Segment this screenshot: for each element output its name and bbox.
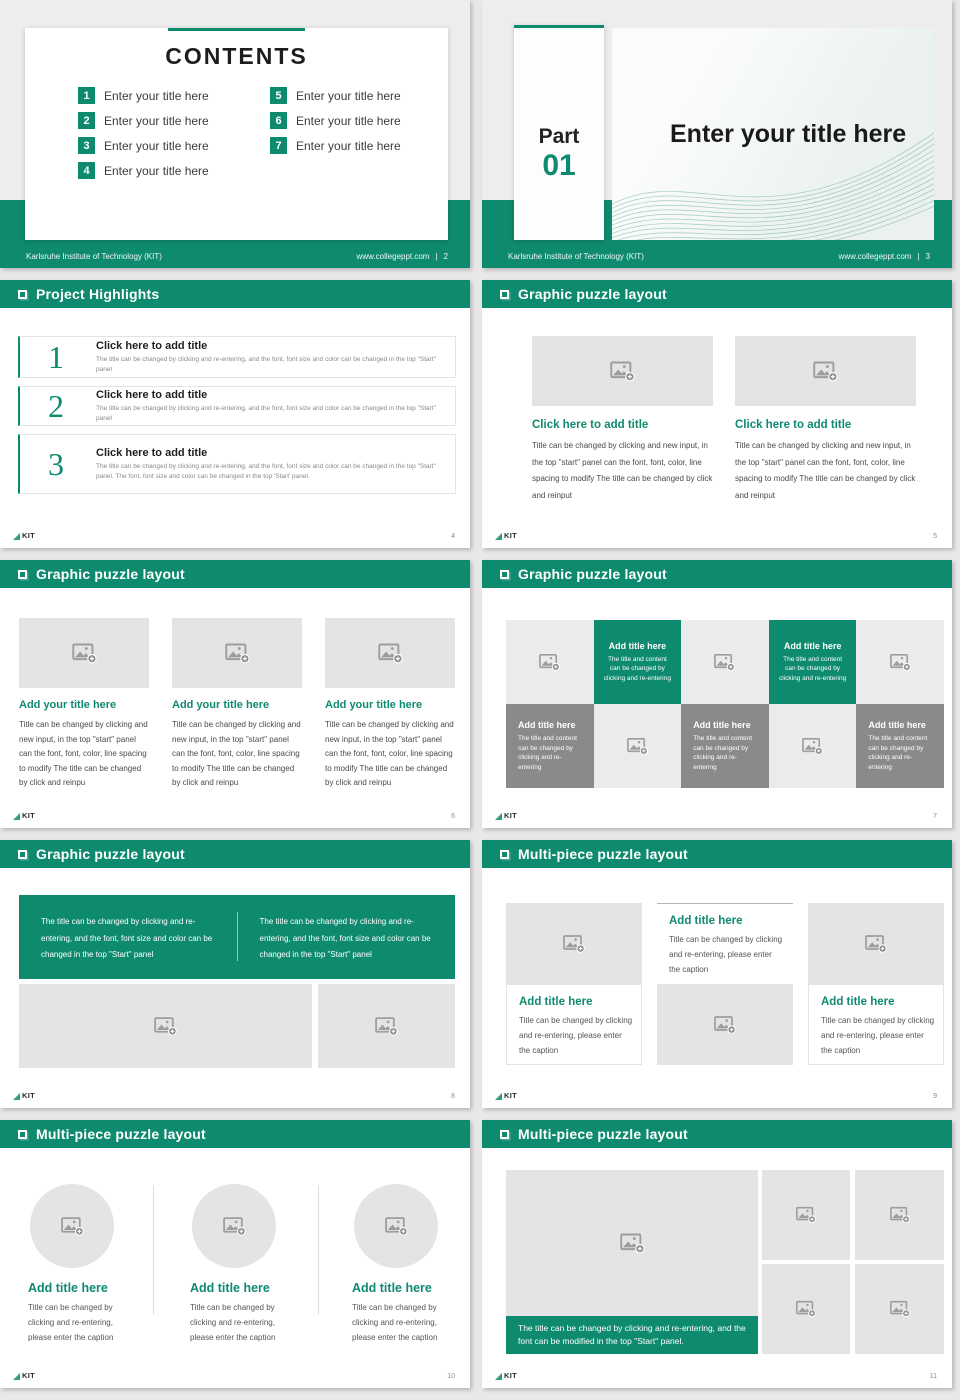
image-placeholder-icon — [626, 735, 649, 758]
checkbox-icon — [500, 1130, 509, 1139]
image-placeholder[interactable] — [769, 704, 857, 788]
highlight-title[interactable]: Click here to add title — [96, 339, 208, 352]
checkbox-icon — [500, 850, 509, 859]
image-placeholder-large[interactable] — [506, 1170, 758, 1316]
slide-header — [482, 560, 952, 588]
page-number: 7 — [933, 813, 937, 820]
contents-columns — [78, 87, 448, 179]
item-body: Title can be changed by clicking and new input, in the top "start" panel can the font, font, color, line spacing to modify The title can be changed by click and reinpu — [19, 720, 148, 787]
checkbox-icon — [500, 290, 509, 299]
image-placeholder-icon — [801, 735, 824, 758]
kit-logo-mark — [13, 813, 20, 820]
footer-org: Karlsruhe Institute of Technology (KIT) — [26, 252, 162, 261]
contents-item-number: 6 — [270, 112, 287, 129]
contents-item[interactable] — [270, 112, 420, 129]
item-caption: Title can be changed by clicking and re-entering, please enter the caption — [669, 935, 783, 974]
tile-body: The title and content can be changed by clicking and re-entering — [693, 735, 753, 771]
image-placeholder-icon — [71, 640, 98, 667]
accent-line — [514, 25, 604, 28]
image-placeholder-icon — [795, 1204, 817, 1226]
contents-column-left — [78, 87, 228, 179]
item-caption: Title can be changed by clicking and re-entering, please enter the caption — [28, 1303, 114, 1342]
kit-logo-text: KIT — [504, 1091, 517, 1100]
image-placeholder-icon — [812, 358, 839, 385]
tile-title: Add title here — [783, 640, 842, 651]
accent-line — [168, 28, 305, 31]
contents-item-label: Enter your title here — [104, 163, 209, 178]
kit-logo-mark — [495, 1373, 502, 1380]
contents-item[interactable] — [78, 162, 228, 179]
puzzle-grid — [506, 620, 944, 788]
slide-part-divider — [482, 0, 952, 268]
tile-title: Add title here — [608, 640, 667, 651]
caption-block — [808, 984, 944, 1065]
contents-item[interactable] — [78, 112, 228, 129]
image-placeholder[interactable] — [506, 903, 642, 984]
image-placeholder[interactable] — [735, 336, 916, 406]
grid-text-tile[interactable] — [856, 704, 944, 788]
image-placeholder[interactable] — [856, 620, 944, 704]
slide-footer — [508, 252, 930, 261]
kit-logo-mark — [13, 1373, 20, 1380]
multipiece-column — [657, 903, 793, 1065]
slide-contents — [0, 0, 470, 268]
contents-item-number: 5 — [270, 87, 287, 104]
puzzle-item — [19, 618, 149, 791]
item-title[interactable]: Add your title here — [19, 699, 117, 711]
slide-header — [0, 840, 470, 868]
contents-item[interactable] — [270, 87, 420, 104]
image-placeholder-circle[interactable] — [30, 1184, 114, 1268]
item-title[interactable]: Add title here — [821, 996, 895, 1008]
slide-header — [0, 560, 470, 588]
item-title[interactable]: Click here to add title — [735, 419, 852, 431]
image-placeholder[interactable] — [855, 1264, 944, 1354]
circle-column — [190, 1184, 290, 1345]
page-number: 10 — [447, 1373, 455, 1380]
highlight-row — [18, 386, 456, 426]
footer-site: www.collegeppt.com — [356, 252, 430, 261]
image-placeholder[interactable] — [657, 984, 793, 1065]
slide-header — [482, 840, 952, 868]
slide-header-title: Project Highlights — [36, 286, 160, 302]
slide-header — [482, 1120, 952, 1148]
contents-item[interactable] — [78, 137, 228, 154]
footer-divider: | — [917, 252, 920, 261]
kit-logo-text: KIT — [504, 531, 517, 540]
item-title[interactable]: Add title here — [519, 996, 593, 1008]
contents-item-number: 4 — [78, 162, 95, 179]
item-body: Title can be changed by clicking and new input, in the top "start" panel can the font, font, color, line spacing to modify The title can be changed by click and reinput — [532, 441, 713, 500]
checkbox-icon — [18, 1130, 27, 1139]
slide-footer — [26, 252, 448, 261]
tile-title: Add title here — [693, 720, 751, 730]
page-number: 6 — [451, 813, 455, 820]
kit-logo-text: KIT — [22, 531, 35, 540]
kit-logo-text: KIT — [22, 1371, 35, 1380]
image-placeholder[interactable] — [594, 704, 682, 788]
grid-text-tile[interactable] — [769, 620, 857, 704]
image-placeholder-icon — [384, 1214, 409, 1239]
item-body: Title can be changed by clicking and new input, in the top "start" panel can the font, font, color, line spacing to modify The title can be changed by click and reinpu — [325, 720, 454, 787]
image-placeholder-icon — [562, 932, 586, 956]
image-placeholder-circle[interactable] — [354, 1184, 438, 1268]
item-title[interactable]: Add title here — [352, 1281, 432, 1295]
kit-logo — [495, 1091, 517, 1100]
image-caption-bar[interactable]: The title can be changed by clicking and re-entering, and the font can be modified in the top "Start" panel. — [506, 1316, 758, 1354]
column-divider — [318, 1185, 319, 1315]
highlight-body: The title can be changed by clicking and re-entering, and the font, font size and color can be changed in the top "Start" panel — [96, 355, 436, 373]
page-number: 8 — [451, 1093, 455, 1100]
contents-title: CONTENTS — [165, 43, 308, 69]
slide-multipiece-mosaic — [482, 1120, 952, 1388]
contents-item-number: 1 — [78, 87, 95, 104]
kit-logo-mark — [495, 533, 502, 540]
image-placeholder[interactable] — [19, 984, 312, 1068]
image-placeholder[interactable] — [762, 1170, 850, 1260]
puzzle-item — [172, 618, 302, 791]
highlight-number: 3 — [48, 445, 64, 482]
checkbox-icon — [18, 570, 27, 579]
image-placeholder-icon — [889, 1298, 911, 1320]
kit-logo — [13, 1091, 35, 1100]
tile-body: The title and content can be changed by clicking and re-entering — [778, 655, 847, 682]
image-placeholder-icon — [889, 651, 912, 674]
banner-text-right: The title can be changed by clicking and re-entering, and the font, font size and color can be changed in the top "Start" panel — [259, 917, 431, 959]
contents-item-label: Enter your title here — [296, 113, 401, 128]
highlight-title[interactable]: Click here to add title — [96, 446, 208, 459]
highlight-body: The title can be changed by clicking and re-entering, and the font, font size and color can be changed in the top "Start" panel — [96, 404, 436, 422]
image-placeholder[interactable] — [855, 1170, 944, 1260]
tile-body: The title and content can be changed by clicking and re-entering — [868, 735, 928, 771]
highlight-row — [18, 336, 456, 378]
item-title[interactable]: Add title here — [669, 915, 743, 927]
slide-header — [0, 1120, 470, 1148]
kit-logo-text: KIT — [504, 1371, 517, 1380]
image-placeholder-icon — [609, 358, 636, 385]
page-number: 4 — [451, 533, 455, 540]
tile-body: The title and content can be changed by clicking and re-entering — [518, 735, 577, 771]
contents-item-number: 3 — [78, 137, 95, 154]
slide-header — [0, 280, 470, 308]
image-placeholder-icon — [619, 1230, 646, 1257]
page-number: 11 — [929, 1373, 937, 1380]
item-title[interactable]: Click here to add title — [532, 419, 649, 431]
page-number: 5 — [933, 533, 937, 540]
part-card — [514, 25, 604, 240]
section-image-panel — [612, 28, 934, 240]
item-caption: Title can be changed by clicking and re-entering, please enter the caption — [352, 1303, 438, 1342]
image-placeholder[interactable] — [762, 1264, 850, 1354]
caption-block — [657, 903, 793, 984]
circle-column — [28, 1184, 128, 1345]
contents-item-number: 7 — [270, 137, 287, 154]
kit-logo — [495, 1371, 517, 1380]
kit-logo — [13, 811, 35, 820]
checkbox-icon — [18, 290, 27, 299]
caption-block — [506, 984, 642, 1065]
slide-header-title: Graphic puzzle layout — [36, 566, 185, 582]
grid-text-tile[interactable] — [506, 704, 594, 788]
contents-item-label: Enter your title here — [104, 138, 209, 153]
highlight-number: 1 — [48, 338, 64, 375]
highlight-body: The title can be changed by clicking and re-entering, and the font, font size and color can be changed in the top "Start" panel. The font, font size and color can be changed in the top 'Start' panel. — [96, 462, 436, 480]
footer-page-number: 3 — [925, 252, 930, 261]
slide-header-title: Graphic puzzle layout — [36, 846, 185, 862]
image-placeholder-icon — [377, 640, 404, 667]
puzzle-item — [532, 336, 713, 504]
column-divider — [153, 1185, 154, 1315]
slide-header-title: Multi-piece puzzle layout — [36, 1126, 206, 1142]
image-placeholder-icon — [795, 1298, 817, 1320]
image-placeholder-icon — [222, 1214, 247, 1239]
contents-item[interactable] — [78, 87, 228, 104]
slide-multipiece-3col — [482, 840, 952, 1108]
footer-divider: | — [435, 252, 438, 261]
kit-logo — [13, 531, 35, 540]
item-title[interactable]: Add title here — [28, 1281, 108, 1295]
section-title[interactable]: Enter your title here — [670, 120, 907, 148]
image-placeholder[interactable] — [808, 903, 944, 984]
item-body: Title can be changed by clicking and new input, in the top "start" panel can the font, font, color, line spacing to modify The title can be changed by click and reinput — [735, 441, 916, 500]
image-placeholder[interactable] — [681, 620, 769, 704]
checkbox-icon — [500, 570, 509, 579]
image-placeholder-icon — [224, 640, 251, 667]
kit-logo-text: KIT — [22, 1091, 35, 1100]
slide-header-title: Multi-piece puzzle layout — [518, 1126, 688, 1142]
item-title[interactable]: Add your title here — [325, 699, 423, 711]
image-placeholder[interactable] — [19, 618, 149, 688]
image-placeholder[interactable] — [172, 618, 302, 688]
slide-header-title: Multi-piece puzzle layout — [518, 846, 688, 862]
contents-card — [25, 28, 448, 240]
item-body: Title can be changed by clicking and new input, in the top "start" panel can the font, font, color, line spacing to modify The title can be changed by click and reinpu — [172, 720, 301, 787]
tile-body: The title and content can be changed by clicking and re-entering — [603, 655, 671, 682]
kit-logo — [495, 811, 517, 820]
kit-logo — [495, 531, 517, 540]
kit-logo-text: KIT — [504, 811, 517, 820]
slide-grid-puzzle — [482, 560, 952, 828]
slide-banner-puzzle — [0, 840, 470, 1108]
image-placeholder-icon — [60, 1214, 85, 1239]
item-title[interactable]: Add your title here — [172, 699, 270, 711]
contents-item-number: 2 — [78, 112, 95, 129]
kit-logo — [13, 1371, 35, 1380]
image-placeholder[interactable] — [318, 984, 455, 1068]
contents-item-label: Enter your title here — [104, 88, 209, 103]
multipiece-column — [808, 903, 944, 1065]
footer-page-number: 2 — [443, 252, 448, 261]
slide-graphic-puzzle-3col — [0, 560, 470, 828]
tile-title: Add title here — [868, 720, 926, 730]
multipiece-column — [506, 903, 642, 1065]
image-placeholder-circle[interactable] — [192, 1184, 276, 1268]
image-placeholder-icon — [864, 932, 888, 956]
image-placeholder-icon — [374, 1014, 399, 1039]
puzzle-item — [325, 618, 455, 791]
image-placeholder-icon — [713, 1013, 737, 1037]
grid-text-tile[interactable] — [681, 704, 769, 788]
kit-logo-mark — [495, 1093, 502, 1100]
page-number: 9 — [933, 1093, 937, 1100]
slide-multipiece-circles — [0, 1120, 470, 1388]
contents-item-label: Enter your title here — [296, 88, 401, 103]
image-placeholder-icon — [153, 1014, 178, 1039]
image-placeholder-icon — [889, 1204, 911, 1226]
item-title[interactable]: Add title here — [190, 1281, 270, 1295]
image-placeholder-icon — [713, 651, 736, 674]
slide-project-highlights — [0, 280, 470, 548]
image-placeholder[interactable] — [532, 336, 713, 406]
highlight-title[interactable]: Click here to add title — [96, 388, 208, 401]
kit-logo-mark — [13, 533, 20, 540]
contents-item-label: Enter your title here — [296, 138, 401, 153]
tile-title: Add title here — [518, 720, 576, 730]
puzzle-item — [735, 336, 916, 504]
circle-column — [352, 1184, 452, 1345]
slide-graphic-puzzle-2col — [482, 280, 952, 548]
contents-item-label: Enter your title here — [104, 113, 209, 128]
wave-decoration — [612, 92, 934, 240]
part-number: 01 — [542, 149, 576, 182]
image-placeholder-icon — [538, 651, 561, 674]
item-caption: Title can be changed by clicking and re-entering, please enter the caption — [519, 1016, 633, 1055]
image-placeholder[interactable] — [506, 620, 594, 704]
slide-header — [482, 280, 952, 308]
green-text-banner[interactable] — [19, 895, 455, 979]
highlight-number: 2 — [48, 387, 64, 424]
kit-logo-mark — [495, 813, 502, 820]
item-caption: Title can be changed by clicking and re-entering, please enter the caption — [190, 1303, 276, 1342]
slide-header-title: Graphic puzzle layout — [518, 286, 667, 302]
part-label: Part — [538, 125, 580, 148]
banner-text-left: The title can be changed by clicking and re-entering, and the font, font size and color can be changed in the top "Start" panel — [41, 917, 213, 959]
checkbox-icon — [18, 850, 27, 859]
contents-column-right — [270, 87, 420, 179]
slide-header-title: Graphic puzzle layout — [518, 566, 667, 582]
kit-logo-mark — [13, 1093, 20, 1100]
footer-site: www.collegeppt.com — [838, 252, 912, 261]
footer-org: Karlsruhe Institute of Technology (KIT) — [508, 252, 644, 261]
image-placeholder[interactable] — [325, 618, 455, 688]
kit-logo-text: KIT — [22, 811, 35, 820]
contents-item[interactable] — [270, 137, 420, 154]
grid-text-tile[interactable] — [594, 620, 682, 704]
item-caption: Title can be changed by clicking and re-entering, please enter the caption — [821, 1016, 935, 1055]
highlight-row — [18, 434, 456, 494]
